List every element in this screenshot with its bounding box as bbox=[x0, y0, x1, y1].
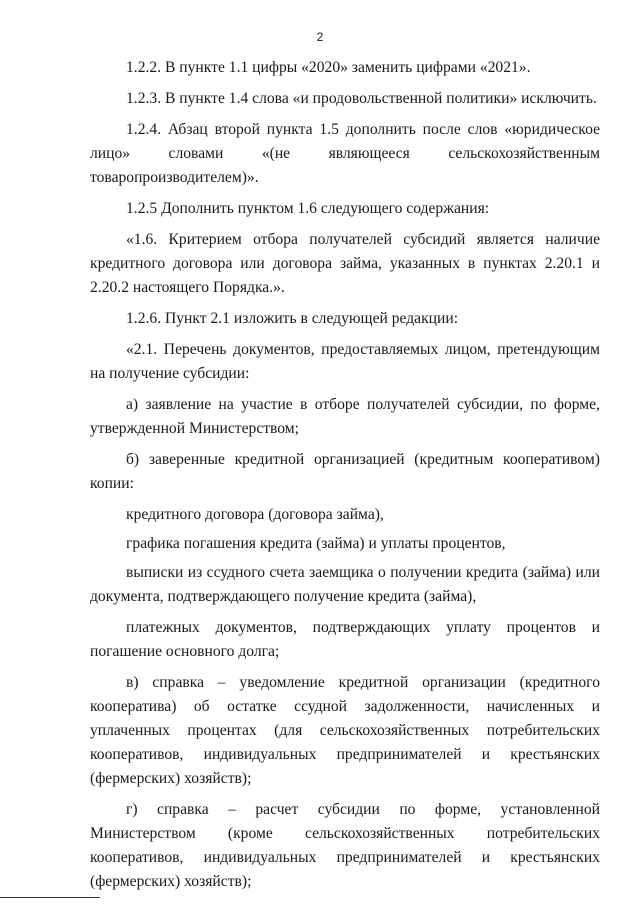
document-body bbox=[90, 56, 600, 901]
paragraph-2-1-quote: «2.1. Перечень документов, предоставляемых лицом, претендующим на получение субсидии: bbox=[90, 341, 600, 382]
list-item-a: а) заявление на участие в отборе получателей субсидии, по форме, утвержденной Министерством; bbox=[90, 396, 600, 437]
list-item-g: г) справка – расчет субсидии по форме, установленной Министерством (кроме сельскохозяйственных потребительских кооперативов, индивидуальных предпринимателей и крестьянских (фермерских) хозяйств); bbox=[90, 801, 600, 890]
paragraph-1-6-quote: «1.6. Критерием отбора получателей субсидий является наличие кредитного договора или договора займа, указанных в пунктах 2.20.1 и 2.20.2 настоящего Порядка.». bbox=[90, 231, 600, 296]
list-item-v: в) справка – уведомление кредитной организации (кредитного кооператива) об остатке ссудной задолженности, начисленных и уплаченных процентах (для сельскохозяйственных потребительских кооперативов, индивидуальных предпринимателей и крестьянских (фермерских) хозяйств); bbox=[90, 674, 600, 787]
paragraph-1-2-4: 1.2.4. Абзац второй пункта 1.5 дополнить после слов «юридическое лицо» словами «(не являющееся сельскохозяйственным товаропроизводителем)». bbox=[90, 121, 600, 186]
sub-item-credit-agreement: кредитного договора (договора займа), bbox=[126, 506, 384, 523]
footer-divider bbox=[0, 897, 100, 898]
page-number: 2 bbox=[316, 30, 324, 44]
list-item-b: б) заверенные кредитной организацией (кредитным кооперативом) копии: bbox=[90, 451, 600, 492]
paragraph-1-2-5: 1.2.5 Дополнить пунктом 1.6 следующего содержания: bbox=[126, 200, 490, 217]
sub-item-payment-documents: платежных документов, подтверждающих уплату процентов и погашение основного долга; bbox=[90, 619, 600, 660]
paragraph-1-2-6: 1.2.6. Пункт 2.1 изложить в следующей редакции: bbox=[126, 310, 459, 327]
sub-item-repayment-schedule: графика погашения кредита (займа) и уплаты процентов, bbox=[126, 535, 506, 552]
paragraph-1-2-2: 1.2.2. В пункте 1.1 цифры «2020» заменить цифрами «2021». bbox=[126, 59, 531, 76]
paragraph-1-2-3: 1.2.3. В пункте 1.4 слова «и продовольственной политики» исключить. bbox=[126, 90, 597, 107]
sub-item-loan-statement: выписки из ссудного счета заемщика о получении кредита (займа) или документа, подтверждающего получение кредита (займа), bbox=[90, 564, 600, 605]
